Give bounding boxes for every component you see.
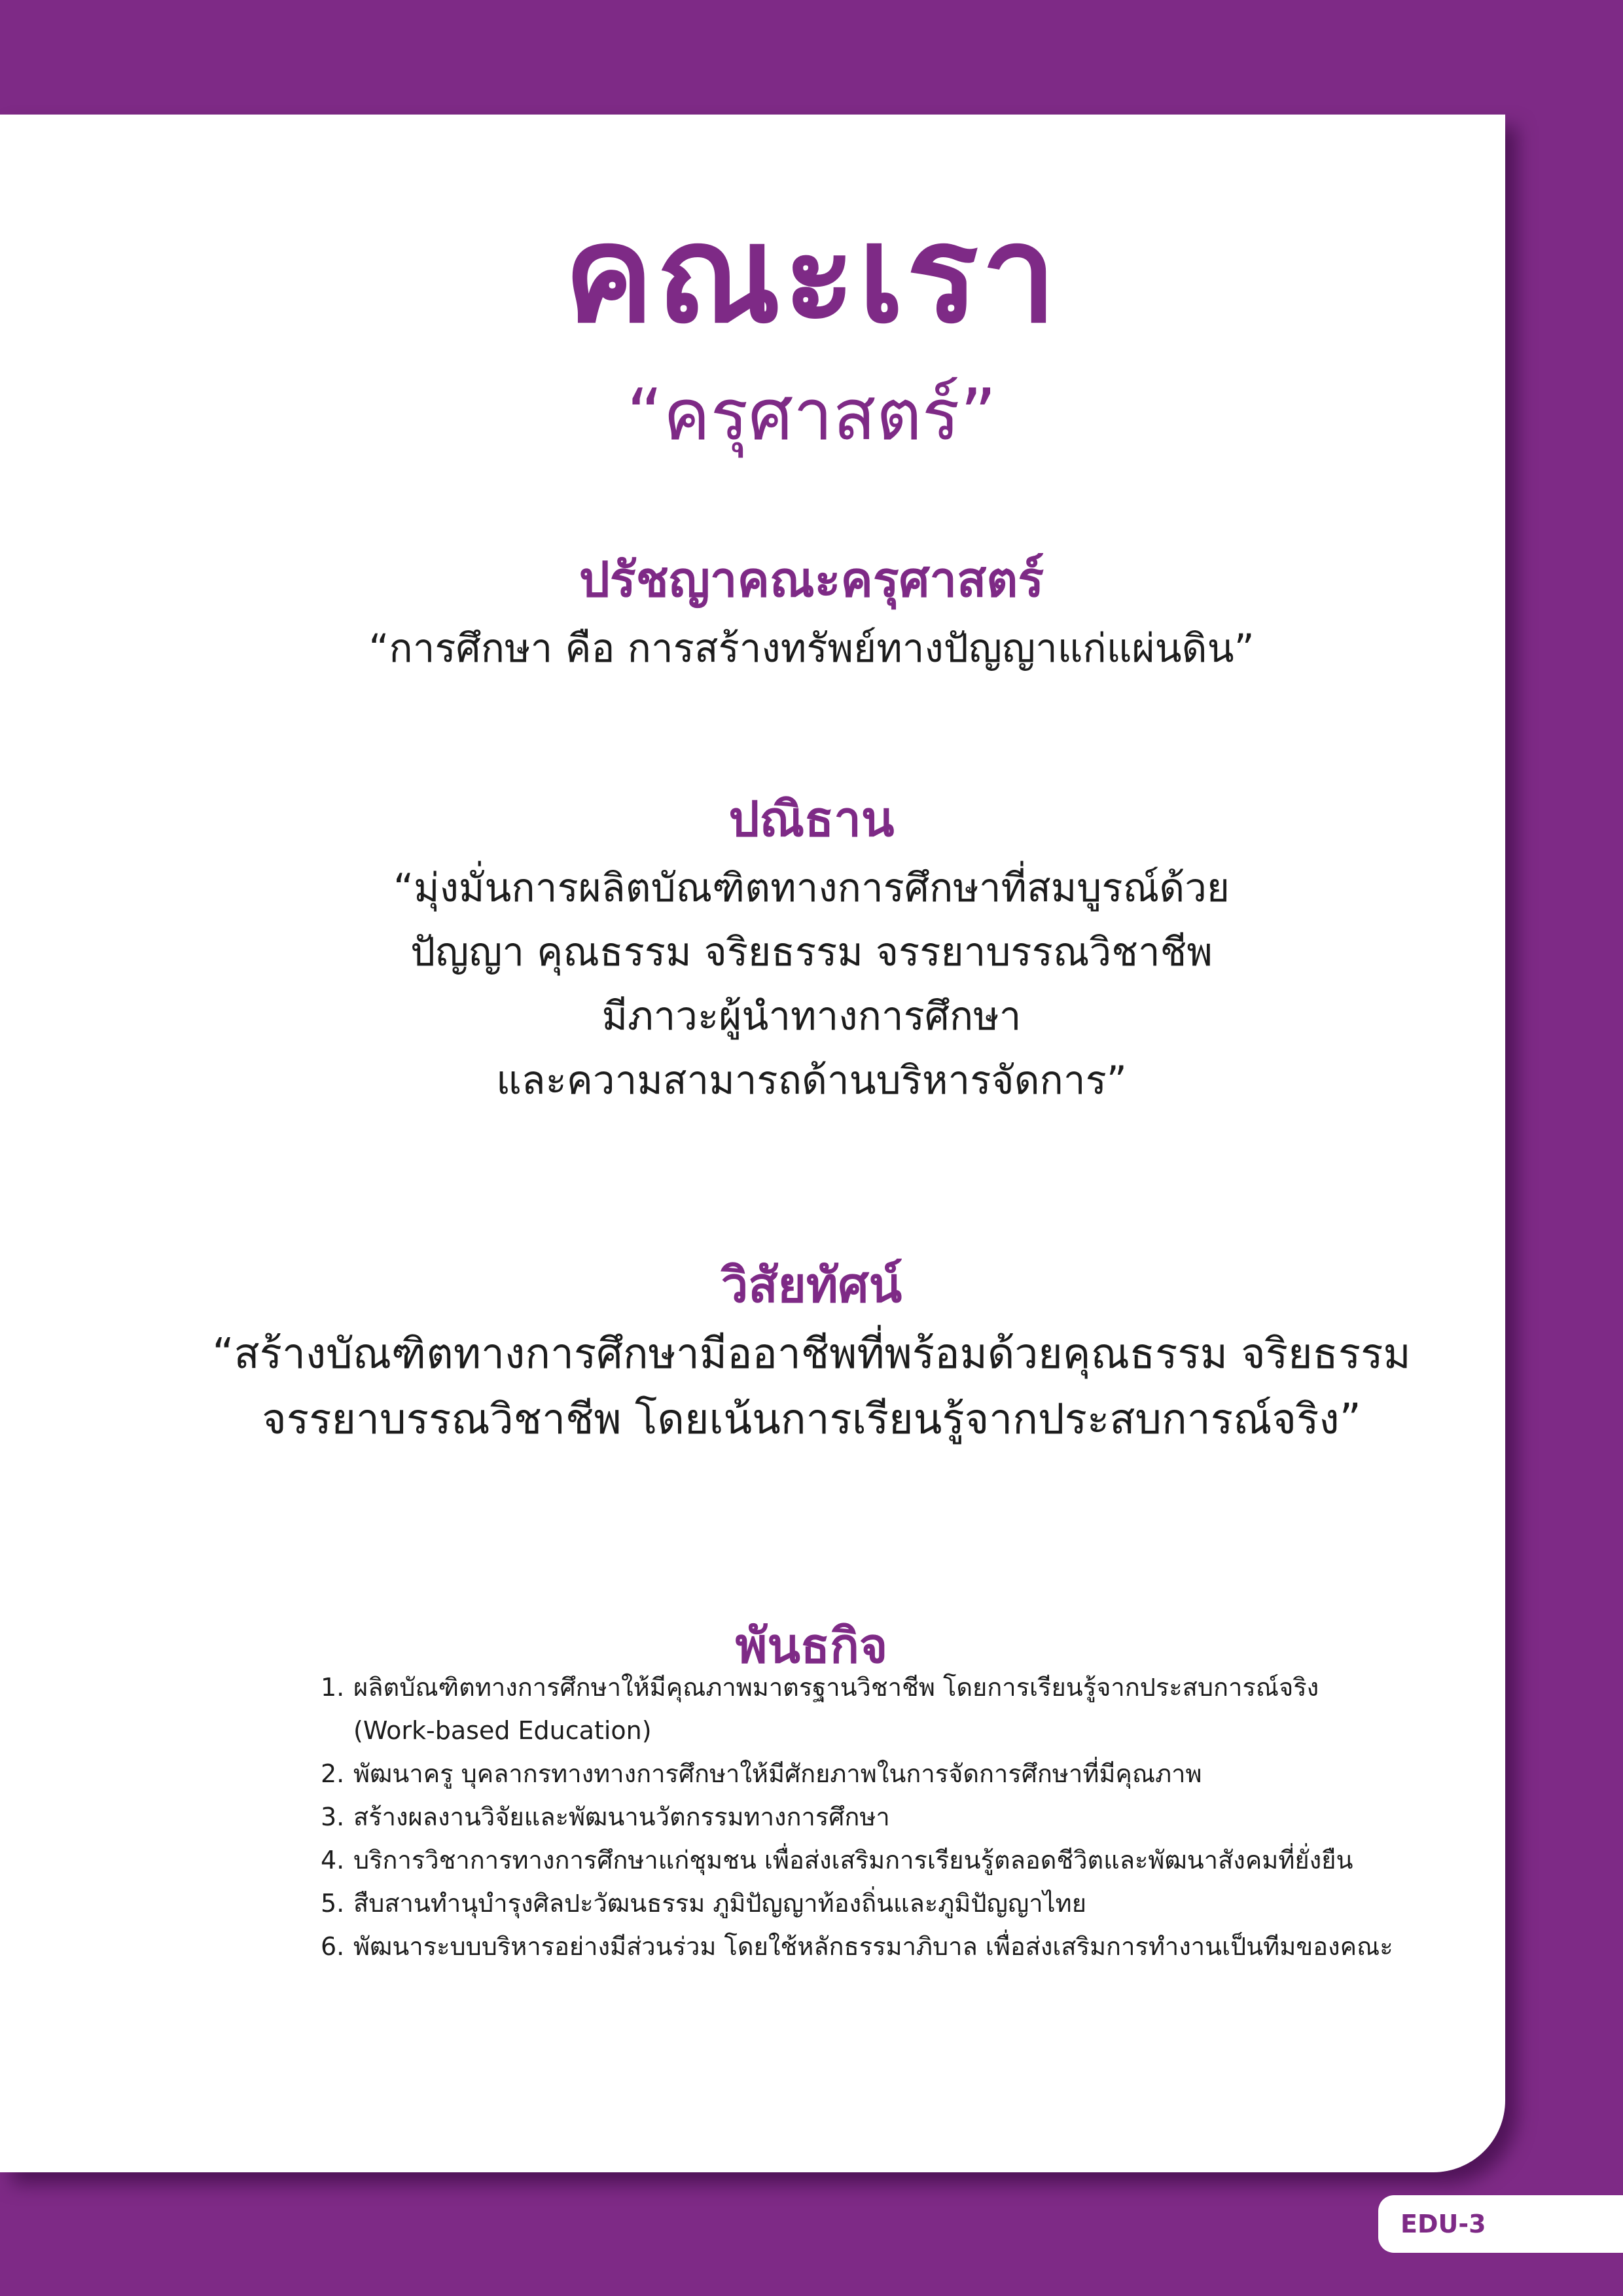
list-item bbox=[321, 1925, 1433, 1968]
list-item bbox=[321, 1795, 1433, 1839]
determination-heading: ปณิธาน bbox=[728, 791, 895, 848]
vision-line: “สร้างบัณฑิตทางการศึกษามีออาชีพที่พร้อมด้วยคุณธรรม จริยธรรม bbox=[212, 1330, 1411, 1378]
list-item-text: สร้างผลงานวิจัยและพัฒนานวัตกรรมทางการศึกษา bbox=[353, 1803, 890, 1831]
determination-line: “มุ่งมั่นการผลิตบัณฑิตทางการศึกษาที่สมบูรณ์ด้วย bbox=[393, 865, 1230, 911]
page-number-label: EDU-3 bbox=[1400, 2210, 1486, 2238]
list-item-number: 4. bbox=[321, 1846, 345, 1874]
vision-line: จรรยาบรรณวิชาชีพ โดยเน้นการเรียนรู้จากประสบการณ์จริง” bbox=[262, 1395, 1361, 1444]
list-item bbox=[321, 1666, 1433, 1752]
mission-heading: พันธกิจ bbox=[735, 1618, 888, 1674]
mission-list bbox=[321, 1666, 1433, 1968]
page-title: คณะเรา bbox=[563, 197, 1060, 353]
list-item-number: 3. bbox=[321, 1803, 345, 1831]
list-item-text: พัฒนาครู บุคลากรทางทางการศึกษาให้มีศักยภาพในการจัดการศึกษาที่มีคุณภาพ bbox=[353, 1759, 1202, 1788]
philosophy-heading: ปรัชญาคณะครุศาสตร์ bbox=[579, 552, 1044, 608]
list-item-text: พัฒนาระบบบริหารอย่างมีส่วนร่วม โดยใช้หลักธรรมาภิบาล เพื่อส่งเสริมการทำงานเป็นทีมของคณะ bbox=[353, 1932, 1393, 1961]
page-subtitle: “ครุศาสตร์” bbox=[626, 374, 997, 456]
list-item-text: บริการวิชาการทางการศึกษาแก่ชุมชน เพื่อส่งเสริมการเรียนรู้ตลอดชีวิตและพัฒนาสังคมที่ยั่งยืน bbox=[353, 1846, 1353, 1874]
page-number-tab bbox=[1378, 2195, 1623, 2253]
philosophy-text: “การศึกษา คือ การสร้างทรัพย์ทางปัญญาแก่แผ่นดิน” bbox=[368, 626, 1255, 672]
list-item-text: สืบสานทำนุบำรุงศิลปะวัฒนธรรม ภูมิปัญญาท้องถิ่นและภูมิปัญญาไทย bbox=[353, 1889, 1086, 1918]
list-item-number: 5. bbox=[321, 1889, 345, 1918]
list-item-text: ผลิตบัณฑิตทางการศึกษาให้มีคุณภาพมาตรฐานวิชาชีพ โดยการเรียนรู้จากประสบการณ์จริง bbox=[353, 1673, 1319, 1702]
list-item bbox=[321, 1752, 1433, 1795]
list-item bbox=[321, 1839, 1433, 1882]
list-item bbox=[321, 1882, 1433, 1925]
list-item-number: 2. bbox=[321, 1759, 345, 1788]
list-item-text: (Work-based Education) bbox=[353, 1716, 652, 1745]
determination-line: ปัญญา คุณธรรม จริยธรรม จรรยาบรรณวิชาชีพ bbox=[410, 929, 1213, 975]
list-item-number: 6. bbox=[321, 1932, 345, 1961]
vision-heading: วิสัยทัศน์ bbox=[721, 1257, 902, 1314]
list-item-number: 1. bbox=[321, 1673, 345, 1702]
determination-line: และความสามารถด้านบริหารจัดการ” bbox=[496, 1058, 1127, 1103]
determination-line: มีภาวะผู้นำทางการศึกษา bbox=[601, 994, 1022, 1039]
